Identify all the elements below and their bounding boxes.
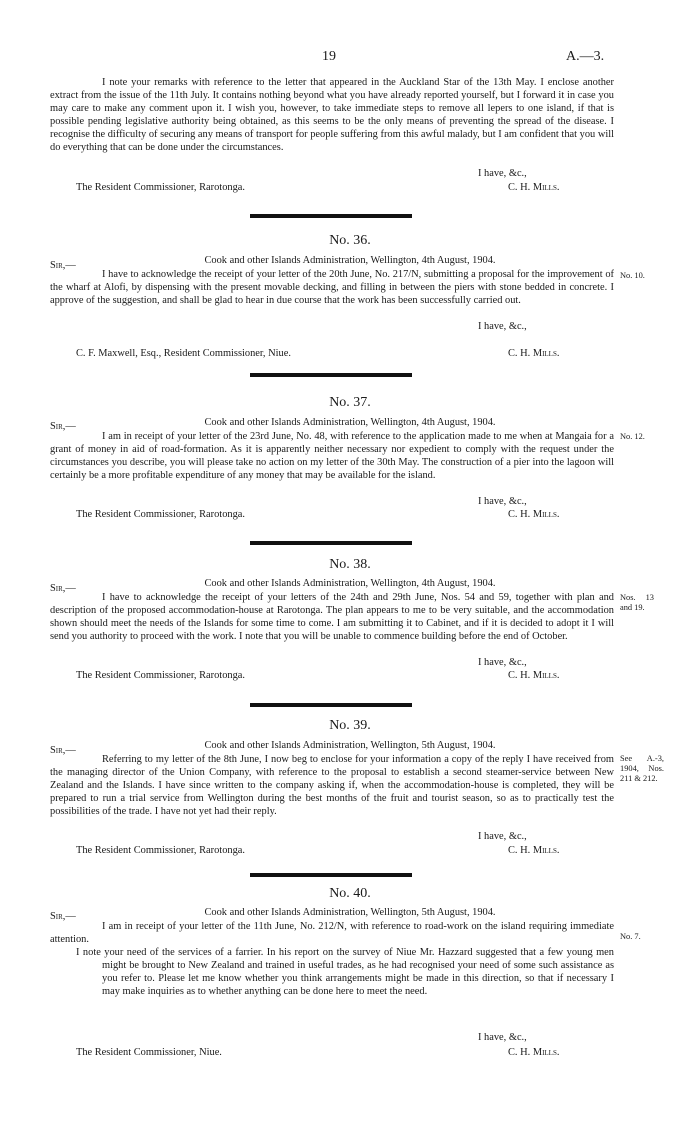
- letter-signoff: I have, &c.,: [478, 321, 527, 332]
- section-rule: [250, 214, 412, 218]
- letter-signoff: I have, &c.,: [478, 496, 527, 507]
- margin-note: No. 10.: [620, 271, 645, 280]
- letter-body: [50, 591, 614, 643]
- letter-addressee: The Resident Commissioner, Rarotonga.: [76, 845, 245, 856]
- intro-signoff: I have, &c.,: [478, 168, 527, 179]
- intro-paragraph: I note your remarks with reference to the letter that appeared in the Auckland Star of the 13th May. I enclose another extract from the issue of the 11th July. It contains nothing beyond what you have already reported yourself, but I forward it in case you may care to make any comment upon it. I wish you, however, to take immediate steps to remove all lepers to one island, if that is possible pending legislative authority being obtained, as this seems to be the only means of preventing the spread of the disease. I recognise the difficulty of securing any means of transport for people suffering from this awful malady, but I am confident that you will do everything that can be done under the circumstances.: [50, 77, 614, 154]
- intro-addressee: The Resident Commissioner, Rarotonga.: [76, 182, 245, 193]
- letter-body: [50, 753, 614, 818]
- series-reference: A.—3.: [566, 49, 605, 64]
- intro-signer: C. H. Mills.: [508, 182, 560, 193]
- letter-body: [50, 430, 614, 482]
- section-rule: [250, 703, 412, 707]
- letter-signer: C. H. Mills.: [508, 509, 560, 520]
- dateline: Cook and other Islands Administration, Wellington, 5th August, 1904.: [204, 740, 496, 751]
- section-rule: [250, 541, 412, 545]
- salutation: Sir,—: [50, 260, 76, 271]
- margin-note: Nos. 13 and 19.: [620, 593, 654, 613]
- letter-paragraph: I have to acknowledge the receipt of your letter of the 20th June, No. 217/N, submitting a proposal for the improvement of the wharf at Alofi, by dispensing with the present movable decking, and filling in between the piers with stone bedded in concrete. I approve of the suggestion, and shall be glad to hear in due course that the work has been successfully carried out.: [50, 269, 614, 307]
- letter-signer: C. H. Mills.: [508, 1047, 560, 1058]
- letter-number: No. 39.: [329, 718, 371, 733]
- dateline: Cook and other Islands Administration, Wellington, 5th August, 1904.: [204, 907, 496, 918]
- letter-paragraph: I am in receipt of your letter of the 23rd June, No. 48, with reference to the application made to me when at Mangaia for a grant of money in aid of road-formation. As it is apparently neither necessary nor expedient to comply with the request under the circumstances you describe, you will please take no action on my letter of the 30th May. The construction of a pier into the lagoon will certainly be a more profitable expenditure of any money that may be available for the island.: [50, 431, 614, 482]
- salutation: Sir,—: [50, 911, 76, 922]
- letter-addressee: The Resident Commissioner, Niue.: [76, 1047, 222, 1058]
- letter-body: [50, 920, 614, 999]
- letter-signer: C. H. Mills.: [508, 348, 560, 359]
- dateline: Cook and other Islands Administration, Wellington, 4th August, 1904.: [204, 578, 496, 589]
- letter-number: No. 37.: [329, 395, 371, 410]
- margin-note: See A.-3, 1904, Nos. 211 & 212.: [620, 754, 664, 784]
- letter-paragraph: I have to acknowledge the receipt of your letters of the 24th and 29th June, Nos. 54 and 59, together with plan and description of the proposed accommodation-house at Rarotonga. The plan appears to me to be very suitable, and the accommodation shown should meet the needs of the Islands for some time to come. I am submitting it to Cabinet, and if it is decided to adopt it I will send you authority to proceed with the work. I note that you will be unable to commence building before the end of October.: [50, 592, 614, 643]
- letter-addressee: The Resident Commissioner, Rarotonga.: [76, 509, 245, 520]
- letter-number: No. 36.: [329, 233, 371, 248]
- intro-body: [50, 76, 614, 155]
- letter-addressee: C. F. Maxwell, Esq., Resident Commissioner, Niue.: [76, 348, 291, 359]
- letter-signoff: I have, &c.,: [478, 657, 527, 668]
- margin-note: No. 7.: [620, 932, 641, 941]
- letter-body: [50, 268, 614, 307]
- margin-note: No. 12.: [620, 432, 645, 441]
- letter-paragraph: Referring to my letter of the 8th June, I now beg to enclose for your information a copy of the reply I have received from the managing director of the Union Company, with reference to the proposal to establish a second steamer-service between New Zealand and the Islands. I have since written to the company asking if, when the accommodation-house is completed, they will be prepared to run a trial service from Wellington during the best months of the fruit and tourist season, so as to practically test the possibilities of the trade. I have not yet had their reply.: [50, 754, 614, 818]
- letter-number: No. 38.: [329, 557, 371, 572]
- letter-signer: C. H. Mills.: [508, 845, 560, 856]
- section-rule: [250, 873, 412, 877]
- page-number: 19: [322, 49, 336, 64]
- letter-addressee: The Resident Commissioner, Rarotonga.: [76, 670, 245, 681]
- letter-paragraph-2: I note your need of the services of a farrier. In his report on the survey of Niue Mr. Hazzard suggested that a few young men might be brought to New Zealand and trained in useful trades, as he had recognised your need of some such assistance as you refer to. Please let me know whether you think arrangements might be made in this direction, so that if necessary I may make inquiries as to whether anything can be done here to meet the need.: [76, 947, 614, 998]
- letter-signer: C. H. Mills.: [508, 670, 560, 681]
- letter-number: No. 40.: [329, 886, 371, 901]
- section-rule: [250, 373, 412, 377]
- letter-signoff: I have, &c.,: [478, 831, 527, 842]
- salutation: Sir,—: [50, 421, 76, 432]
- dateline: Cook and other Islands Administration, Wellington, 4th August, 1904.: [204, 255, 496, 266]
- letter-paragraph: I am in receipt of your letter of the 11th June, No. 212/N, with reference to road-work on the island requiring immediate attention.: [50, 921, 614, 946]
- dateline: Cook and other Islands Administration, Wellington, 4th August, 1904.: [204, 417, 496, 428]
- letter-signoff: I have, &c.,: [478, 1032, 527, 1043]
- salutation: Sir,—: [50, 745, 76, 756]
- salutation: Sir,—: [50, 583, 76, 594]
